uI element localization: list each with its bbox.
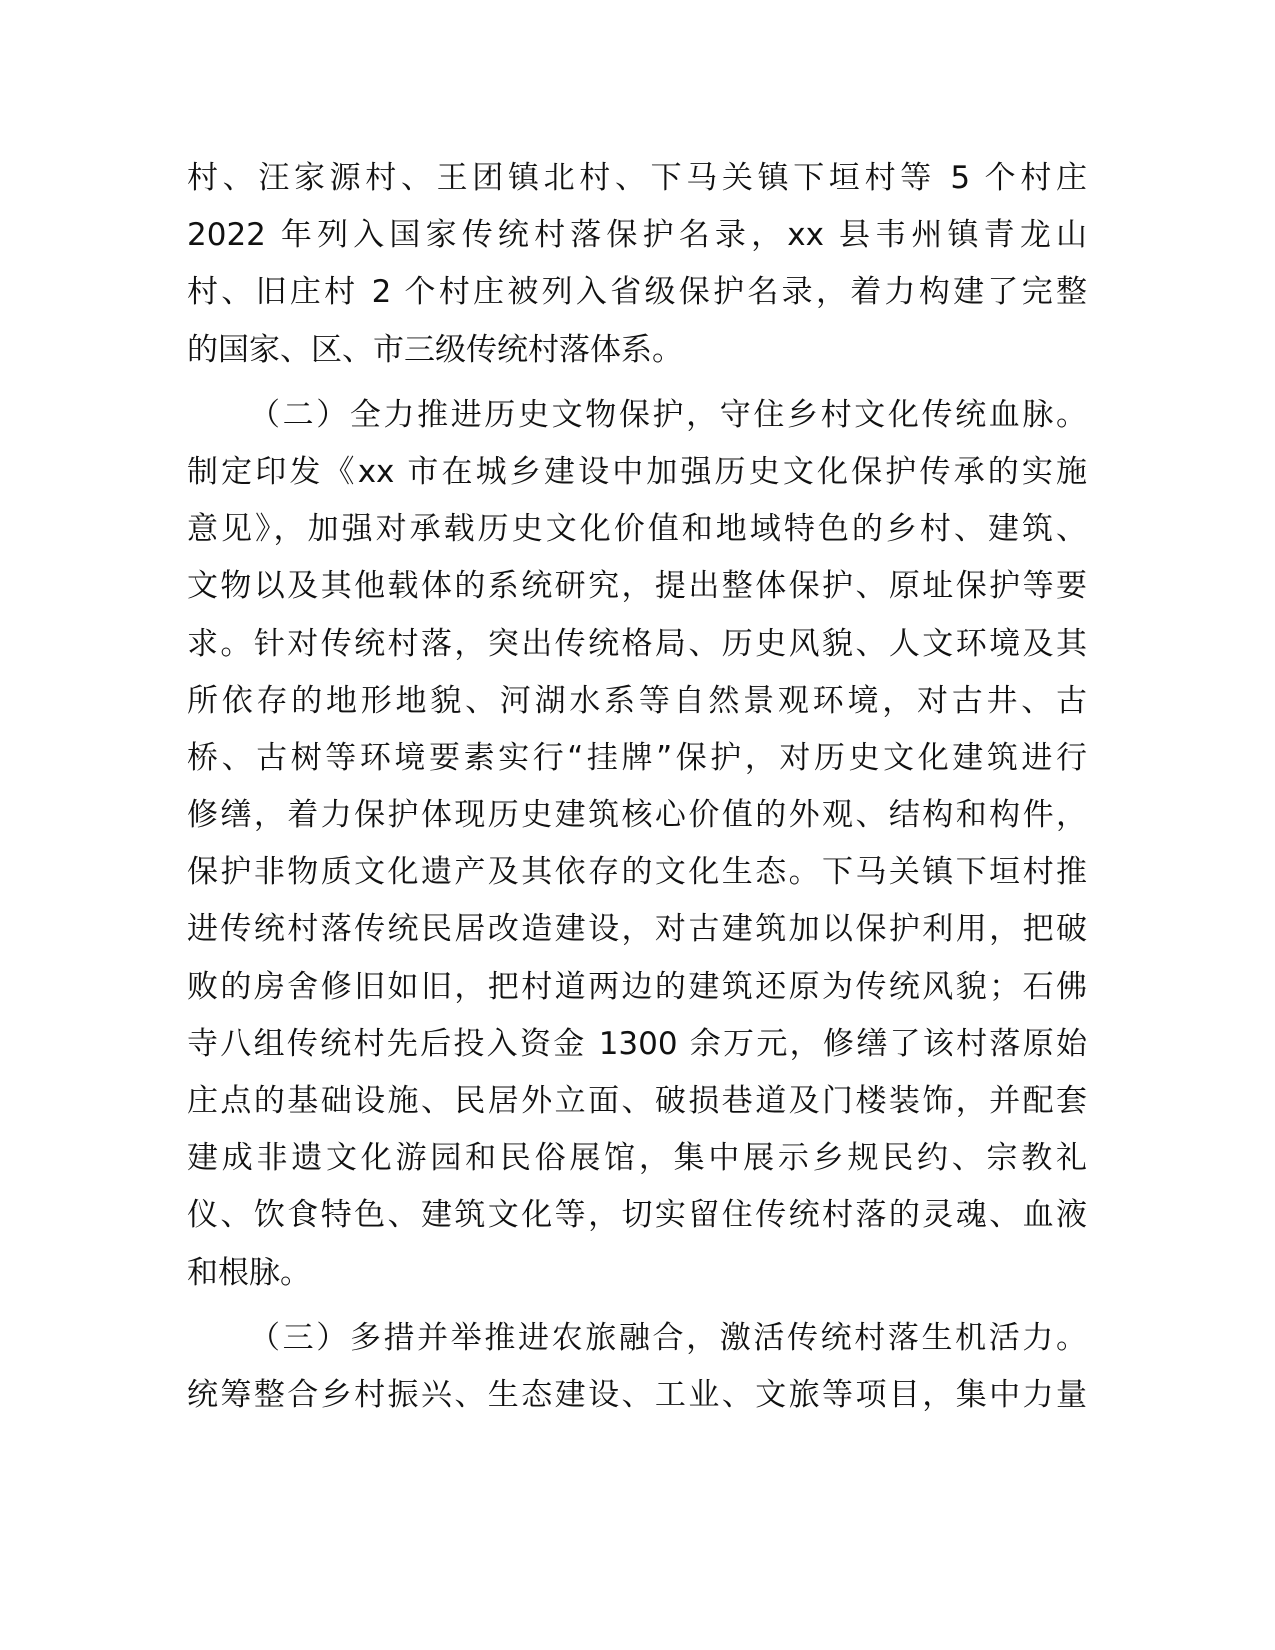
section-heading-line: （二）全力推进历史文物保护，守住乡村文化传统血脉。 (249, 396, 1087, 433)
text-line: 桥、古树等环境要素实行“挂牌”保护，对历史文化建筑进行 (187, 739, 1087, 776)
text-line: 修缮，着力保护体现历史建筑核心价值的外观、结构和构件， (187, 797, 1087, 834)
body-text (187, 150, 1087, 1424)
text-line: 村、汪家源村、王团镇北村、下马关镇下垣村等 5 个村庄 (187, 160, 1087, 196)
text-line: 寺八组传统村先后投入资金 1300 余万元，修缮了该村落原始 (187, 1025, 1087, 1062)
text-line: 保护非物质文化遗产及其依存的文化生态。下马关镇下垣村推 (187, 854, 1087, 891)
text-line: 2022 年列入国家传统村落保护名录，xx 县韦州镇青龙山 (187, 217, 1087, 254)
paragraph-1 (187, 150, 1087, 379)
text-line: 庄点的基础设施、民居外立面、破损巷道及门楼装饰，并配套 (187, 1083, 1087, 1119)
text-line: 的国家、区、市三级传统村落体系。 (187, 331, 683, 368)
section-heading-line: （三）多措并举推进农旅融合，激活传统村落生机活力。 (249, 1319, 1087, 1356)
text-line: 文物以及其他载体的系统研究，提出整体保护、原址保护等要 (187, 568, 1087, 605)
text-line: 仪、饮食特色、建筑文化等，切实留住传统村落的灵魂、血液 (187, 1197, 1087, 1234)
text-line: 败的房舍修旧如旧，把村道两边的建筑还原为传统风貌；石佛 (187, 968, 1087, 1005)
text-line: 意见》，加强对承载历史文化价值和地域特色的乡村、建筑、 (187, 511, 1087, 548)
paragraph-2 (187, 387, 1087, 1302)
text-line: 所依存的地形地貌、河湖水系等自然景观环境，对古井、古 (187, 682, 1087, 719)
text-line: 村、旧庄村 2 个村庄被列入省级保护名录，着力构建了完整 (187, 274, 1087, 311)
text-line: 求。针对传统村落，突出传统格局、历史风貌、人文环境及其 (187, 625, 1087, 662)
text-line: 统筹整合乡村振兴、生态建设、工业、文旅等项目，集中力量 (187, 1376, 1087, 1413)
text-line: 建成非遗文化游园和民俗展馆，集中展示乡规民约、宗教礼 (187, 1140, 1087, 1177)
text-line: 进传统村落传统民居改造建设，对古建筑加以保护利用，把破 (187, 911, 1087, 948)
paragraph-3 (187, 1310, 1087, 1424)
text-line: 和根脉。 (187, 1254, 311, 1291)
text-line: 制定印发《xx 市在城乡建设中加强历史文化保护传承的实施 (187, 453, 1087, 490)
